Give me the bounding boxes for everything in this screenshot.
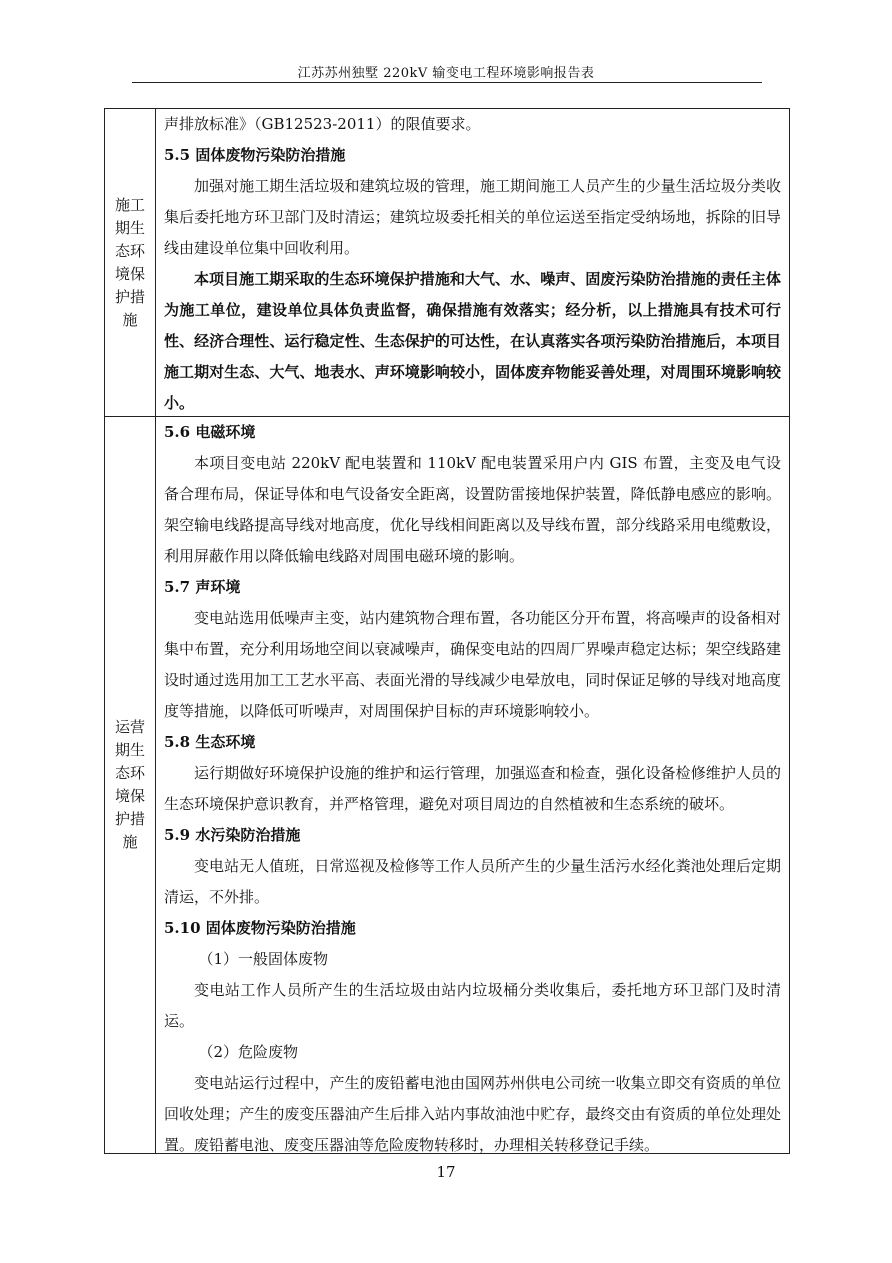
page-number: 17 [436,1163,456,1181]
section-5-9-heading: 5.9 水污染防治措施 [164,826,301,844]
operation-period-label: 运营期生态环境保护措施 [115,718,146,851]
section-5-8-text: 运行期做好环境保护设施的维护和运行管理，加强巡查和检查，强化设备检修维护人员的生态环境保护意识教育，并严格管理，避免对项目周边的自然植被和生态系统的破坏。 [164,764,781,813]
section-5-10-heading: 5.10 固体废物污染防治措施 [164,919,356,937]
section-5-6-heading: 5.6 电磁环境 [164,423,256,441]
header-rule [132,82,762,83]
section-5-5-heading: 5.5 固体废物污染防治措施 [164,146,346,164]
section-5-5-text: 加强对施工期生活垃圾和建筑垃圾的管理，施工期间施工人员产生的少量生活垃圾分类收集后委托地方环卫部门及时清运；建筑垃圾委托相关的单位运送至指定受纳场地，拆除的旧导线由建设单位集中回收利用。 [164,177,781,257]
hazardous-waste-label: （2）危险废物 [198,1043,299,1061]
section-5-8-heading: 5.8 生态环境 [164,733,256,751]
general-solid-waste-text: 变电站工作人员所产生的生活垃圾由站内垃圾桶分类收集后，委托地方环卫部门及时清运。 [164,981,781,1030]
section-5-9-text: 变电站无人值班，日常巡视及检修等工作人员所产生的少量生活污水经化粪池处理后定期清运，不外排。 [164,857,781,906]
section-5-6-text: 本项目变电站 220kV 配电装置和 110kV 配电装置采用户内 GIS 布置，主变及电气设备合理布局，保证导体和电气设备安全距离，设置防雷接地保护装置，降低静电感应的影响。架空输电线路提高导线对地高度，优化导线相间距离以及导线布置，部分线路采用电缆敷设，利用屏蔽作用以降低输电线路对周围电磁环境的影响。 [164,454,781,565]
section-5-7-text: 变电站选用低噪声主变，站内建筑物合理布置，各功能区分开布置，将高噪声的设备相对集中布置，充分利用场地空间以衰减噪声，确保变电站的四周厂界噪声稳定达标；架空线路建设时通过选用加工工艺水平高、表面光滑的导线减少电晕放电，同时保证足够的导线对地高度度等措施，以降低可听噪声，对周围保护目标的声环境影响较小。 [164,609,781,720]
construction-content-cell [164,109,781,416]
construction-period-row [105,109,789,417]
general-solid-waste-label: （1）一般固体废物 [198,950,329,968]
construction-label-cell [105,109,156,416]
measures-table [104,108,790,1154]
hazardous-waste-text: 变电站运行过程中，产生的废铅蓄电池由国网苏州供电公司统一收集立即交有资质的单位回收处理；产生的废变压器油产生后排入站内事故油池中贮存，最终交由有资质的单位处理处置。废铅蓄电池、废变压器油等危险废物转移时，办理相关转移登记手续。 [164,1074,781,1154]
section-5-7-heading: 5.7 声环境 [164,578,241,596]
construction-summary: 本项目施工期采取的生态环境保护措施和大气、水、噪声、固废污染防治措施的责任主体为施工单位，建设单位具体负责监督，确保措施有效落实；经分析，以上措施具有技术可行性、经济合理性、运行稳定性、生态保护的可达性，在认真落实各项污染防治措施后，本项目施工期对生态、大气、地表水、声环境影响较小，固体废弃物能妥善处理，对周围环境影响较小。 [164,270,781,412]
construction-period-label: 施工期生态环境保护措施 [115,195,146,329]
operation-label-cell [105,417,156,1153]
operation-period-row [105,417,789,1153]
noise-standard-continuation: 声排放标准》（GB12523-2011）的限值要求。 [164,115,481,133]
operation-content-cell [164,417,781,1153]
document-header-title: 江苏苏州独墅 220kV 输变电工程环境影响报告表 [297,66,595,81]
